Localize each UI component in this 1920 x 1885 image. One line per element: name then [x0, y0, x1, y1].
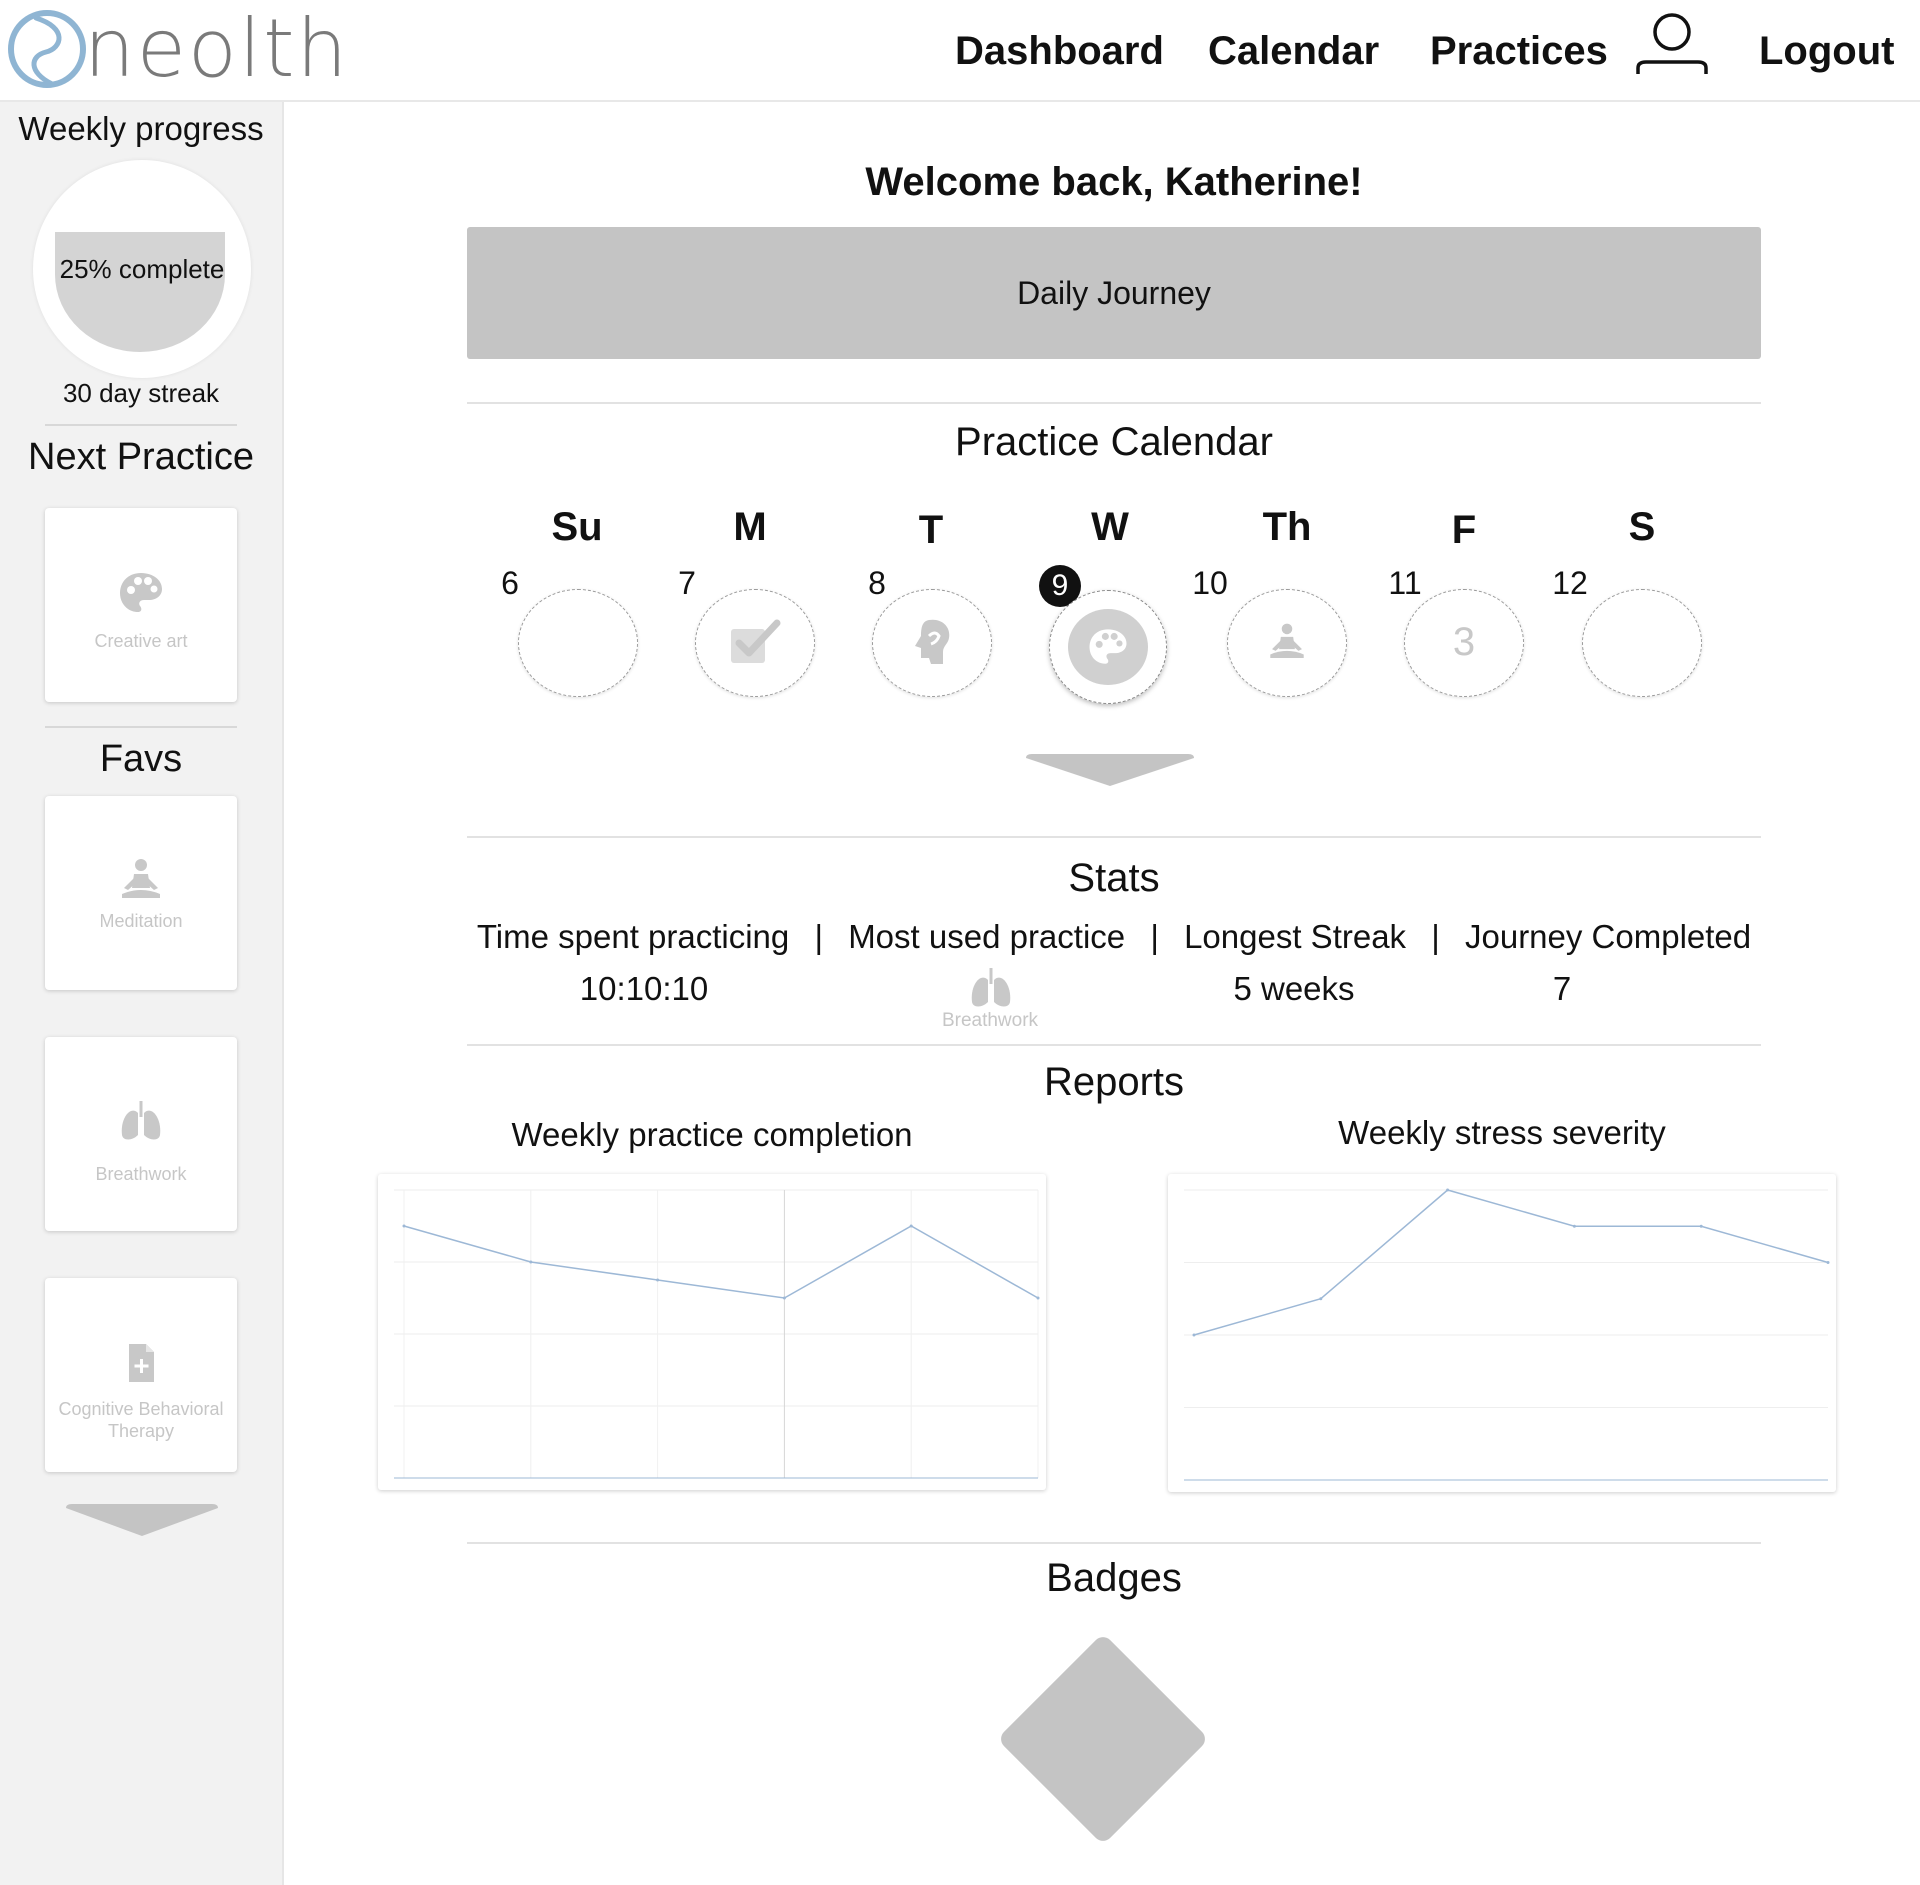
chart-data-point — [910, 1225, 913, 1228]
day-letter-th: Th — [1262, 505, 1312, 549]
next-practice-title: Next Practice — [28, 436, 254, 478]
logo-text: neolth — [84, 2, 350, 95]
stat-value-longest-streak: 5 weeks — [1233, 970, 1355, 1007]
fav-label-breathwork: Breathwork — [95, 1164, 187, 1184]
day-number-10: 10 — [1192, 565, 1228, 601]
chart-data-point — [403, 1225, 406, 1228]
sidebar-expand-chevron-icon[interactable] — [62, 1502, 222, 1538]
day-circle-m[interactable] — [695, 589, 815, 697]
nav-dashboard[interactable]: Dashboard — [955, 29, 1164, 73]
section-divider — [467, 402, 1761, 404]
practice-completion-chart-svg — [378, 1174, 1046, 1490]
streak-label: 30 day streak — [62, 378, 220, 408]
stat-separator: | — [1150, 918, 1159, 955]
practice-calendar-title: Practice Calendar — [955, 420, 1273, 464]
chart-data-point — [529, 1261, 532, 1264]
badges-title: Badges — [1046, 1556, 1182, 1600]
welcome-heading: Welcome back, Katherine! — [865, 160, 1363, 204]
meditation-icon — [1265, 621, 1309, 665]
checkmark-icon — [727, 617, 783, 669]
meditation-icon — [116, 856, 166, 906]
nav-calendar[interactable]: Calendar — [1208, 29, 1380, 73]
daily-journey-label: Daily Journey — [1017, 274, 1211, 311]
day-circle-s[interactable] — [1582, 589, 1702, 697]
day-number-8: 8 — [868, 565, 886, 601]
stat-label-journey-completed: Journey Completed — [1464, 918, 1752, 955]
stat-value-most-used: Breathwork — [941, 1010, 1039, 1031]
sidebar-divider — [45, 726, 237, 728]
user-profile-icon[interactable] — [1632, 12, 1712, 78]
lungs-icon — [116, 1097, 166, 1147]
day-number-6: 6 — [501, 565, 519, 601]
fav-label-meditation: Meditation — [99, 911, 183, 931]
chart-data-point — [1573, 1225, 1576, 1228]
day-number-today: 9 — [1039, 565, 1081, 607]
stat-separator: | — [814, 918, 824, 955]
chart-title-stress-severity: Weekly stress severity — [1338, 1114, 1666, 1151]
stat-value-time: 10:10:10 — [579, 970, 709, 1007]
fav-label-cbt: Cognitive Behavioral Therapy — [58, 1399, 224, 1441]
top-navbar — [0, 0, 1920, 102]
next-practice-label: Creative art — [94, 631, 188, 651]
chart-data-point — [1446, 1189, 1449, 1192]
logo[interactable] — [6, 2, 350, 95]
practice-completion-chart[interactable] — [378, 1174, 1046, 1490]
stat-value-journey-completed: 7 — [1552, 970, 1572, 1007]
chart-data-point — [1827, 1261, 1830, 1264]
day-letter-t: T — [918, 508, 944, 552]
fav-card-cbt[interactable] — [45, 1278, 237, 1472]
progress-fill — [55, 232, 225, 352]
chart-data-point — [656, 1279, 659, 1282]
day-circle-th[interactable] — [1227, 589, 1347, 697]
chart-data-point — [1037, 1297, 1040, 1300]
weekly-progress-title: Weekly progress — [18, 110, 264, 147]
day-number-12: 12 — [1552, 565, 1588, 601]
reports-title: Reports — [1043, 1060, 1185, 1104]
nav-practices[interactable]: Practices — [1430, 29, 1608, 73]
day-circle-f[interactable] — [1404, 589, 1524, 697]
palette-icon — [1086, 625, 1130, 669]
stat-separator: | — [1431, 918, 1440, 955]
sidebar-divider — [45, 424, 237, 426]
day-letter-su: Su — [551, 505, 603, 549]
badge-diamond[interactable] — [997, 1633, 1209, 1845]
day-count-text: 3 — [1452, 620, 1476, 664]
day-circle-t[interactable] — [872, 589, 992, 697]
chart-data-point — [1193, 1334, 1196, 1337]
stress-severity-chart[interactable] — [1168, 1174, 1836, 1492]
day-number-11: 11 — [1388, 565, 1422, 601]
stats-title: Stats — [1068, 856, 1160, 900]
section-divider — [467, 1044, 1761, 1046]
progress-label: 25% complete — [59, 254, 225, 284]
day-circle-w-today[interactable] — [1049, 590, 1167, 704]
favs-title: Favs — [99, 738, 183, 780]
palette-icon — [116, 568, 166, 618]
lungs-icon — [965, 964, 1017, 1014]
daily-journey-button[interactable] — [467, 227, 1761, 359]
neolth-logo-icon — [6, 8, 88, 90]
document-plus-icon — [116, 1338, 166, 1388]
day-number-7: 7 — [678, 565, 696, 601]
section-divider — [467, 1542, 1761, 1544]
today-highlight — [1068, 609, 1148, 685]
chart-data-point — [783, 1297, 786, 1300]
stat-label-longest-streak: Longest Streak — [1184, 918, 1407, 955]
calendar-expand-chevron-icon[interactable] — [1022, 752, 1198, 788]
nav-logout[interactable]: Logout — [1759, 29, 1895, 73]
brain-icon — [907, 616, 957, 670]
stress-severity-chart-svg — [1168, 1174, 1836, 1492]
day-letter-m: M — [733, 505, 767, 549]
section-divider — [467, 836, 1761, 838]
stat-label-time: Time spent practicing — [476, 918, 790, 955]
stat-label-most-used: Most used practice — [848, 918, 1126, 955]
chart-data-point — [1319, 1297, 1322, 1300]
fav-card-meditation[interactable] — [45, 796, 237, 990]
day-circle-su[interactable] — [518, 589, 638, 697]
chart-data-point — [1700, 1225, 1703, 1228]
fav-card-breathwork[interactable] — [45, 1037, 237, 1231]
day-letter-f: F — [1451, 508, 1477, 552]
next-practice-card[interactable] — [45, 508, 237, 702]
sidebar — [0, 102, 284, 1885]
stats-labels-row — [467, 918, 1761, 956]
day-letter-w: W — [1091, 505, 1129, 549]
day-letter-s: S — [1628, 505, 1656, 549]
weekly-progress-circle — [33, 160, 251, 378]
chart-title-practice-completion: Weekly practice completion — [511, 1116, 913, 1153]
